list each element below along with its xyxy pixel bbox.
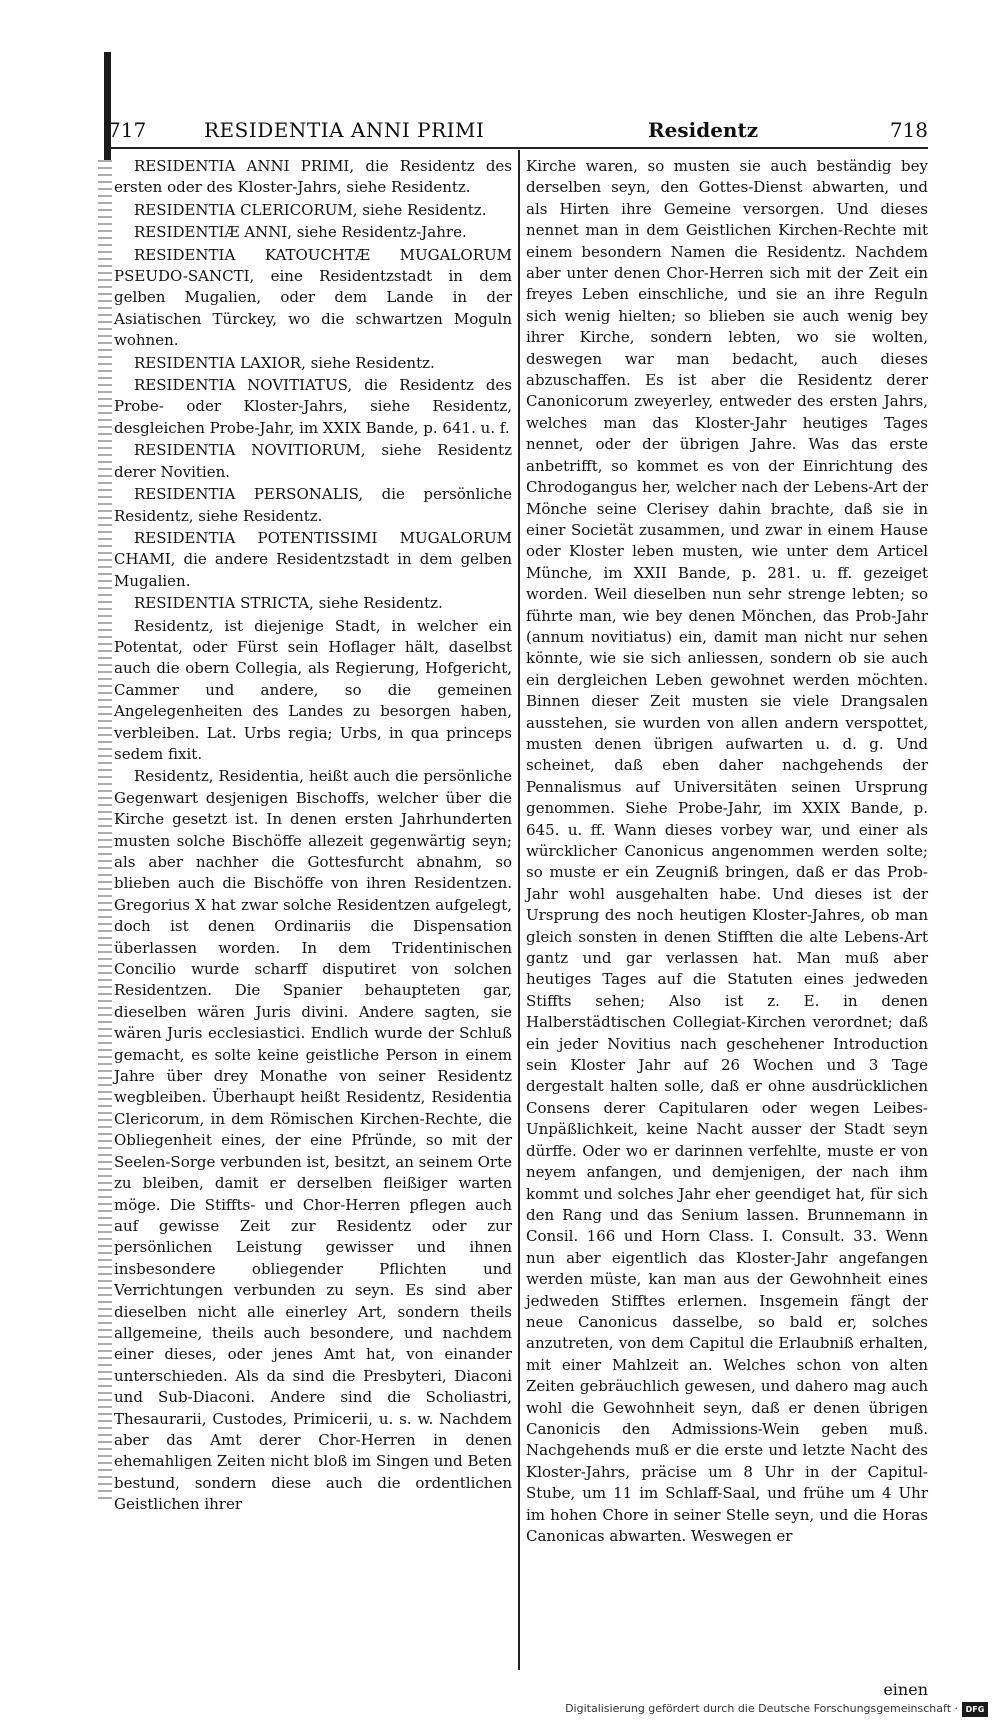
running-title-left: RESIDENTIA ANNI PRIMI (204, 118, 485, 142)
entry-residentia-anni-primi: RESIDENTIA ANNI PRIMI, die Residentz des ersten oder des Kloster-Jahrs, siehe Residentz. (114, 157, 512, 197)
entry-residentia-katouchtae: RESIDENTIA KATOUCHTÆ MUGALORUM PSEUDO-SANCTI, eine Residentzstadt in dem gelben Mugalien, oder dem Lande in der Asiatischen Türckey, wo die schwartzen Moguln wohnen. (114, 245, 512, 350)
entry-residentia-novitiatus: RESIDENTIA NOVITIATUS, die Residentz des Probe- oder Kloster-Jahrs, siehe Residentz, desgleichen Probe-Jahr, im XXIX Bande, p. 641. u. f. (114, 376, 512, 437)
gutter-shadow (98, 160, 112, 1500)
right-column (526, 156, 928, 1548)
entry-residentz-stadt: Residentz, ist diejenige Stadt, in welcher ein Potentat, oder Fürst sein Hoflager hält, daselbst auch die obern Collegia, als Regierung, Hofgericht, Cammer und andere, so die gemeinen Angelegenheiten des Landes zu besorgen haben, verbleiben. Lat. Urbs regia; Urbs, in qua princeps sedem fixit. (114, 616, 512, 763)
entry-residentia-potentissimi: RESIDENTIA POTENTISSIMI MUGALORUM CHAMI, die andere Residentzstadt in dem gelben Mugalien. (114, 528, 512, 590)
dfg-logo: DFG (962, 1702, 988, 1717)
entry-residentia-laxior: RESIDENTIA LAXIOR, siehe Residentz. (134, 353, 435, 372)
running-title-right: Residentz (648, 118, 759, 142)
left-column (114, 156, 512, 1517)
entry-residentz-gegenwart: Residentz, Residentia, heißt auch die persönliche Gegenwart desjenigen Bischoffs, welcher über die Kirche gesetzt ist. In denen ersten Jahrhunderten musten solche Bischöffe allezeit gegenwärtig seyn; als aber nachher die Gottesfurcht abnahm, so blieben auch die Bischöffe von ihren Residentzen. Gregorius X hat zwar solche Residentzen aufgelegt, doch ist denen Ordinariis die Dispensation überlassen worden. In dem Tridentinischen Concilio wurde scharff disputiret von solchen Residentzen. Die Spanier behaupteten gar, dieselben wären Juris divini. Andere sagten, sie wären Juris ecclesiastici. Endlich wurde der Schluß gemacht, es solte keine geistliche Person in einem Jahre über drey Monathe von seiner Residentz wegbleiben. Überhaupt heißt Residentz, Residentia Clericorum, in dem Römischen Kirchen-Rechte, die Obliegenheit eines, der eine Pfründe, so mit der Seelen-Sorge verbunden ist, besitzt, an seinem Orte zu bleiben, damit er derselben fleißiger warten möge. Die Stiffts- und Chor-Herren pflegen auch auf gewisse Zeit zur Residentz oder zur persönlichen Leistung gewisser und ihnen insbesondere obliegender Pflichten und Verrichtungen verbunden zu seyn. Es sind aber dieselben nicht alle einerley Art, sondern theils allgemeine, theils auch besondere, und nachdem einer dieses, oder jenes Amt hat, von einander unterschieden. Als da sind die Presbyteri, Diaconi und Sub-Diaconi. Andere sind die Scholiastri, Thesaurarii, Custodes, Primicerii, u. s. w. Nachdem aber das Amt derer Chor-Herren in denen ehemahligen Zeiten nicht bloß im Singen und Beten bestund, sondern diese auch die ordentlichen Geistlichen ihrer (114, 767, 512, 1514)
entry-residentia-clericorum: RESIDENTIA CLERICORUM, siehe Residentz. (134, 200, 487, 219)
running-header (108, 118, 928, 148)
continued-text: Kirche waren, so musten sie auch beständig bey derselben seyn, den Gottes-Dienst abwarten, und als Hirten ihre Gemeine versorgen. Und dieses nennet man in dem Geistlichen Kirchen-Rechte mit einem besondern Namen die Residentz. Nachdem aber unter denen Chor-Herren sich mit der Zeit ein freyes Leben einschliche, und sie an ihre Reguln sich wenig hielten; so blieben sie auch wenig bey ihrer Kirche, sondern lebten, wo sie wolten, deswegen war man bedacht, auch dieses abzuschaffen. Es ist aber die Residentz derer Canonicorum zweyerley, entweder des ersten Jahrs, welches man das Kloster-Jahr heutiges Tages nennet, oder der übrigen Jahre. Was das erste anbetrifft, so kommet es von der Einrichtung des Chrodogangus her, welcher nach der Lebens-Art der Mönche seine Clerisey dahin brachte, daß sie in einer Societät zusammen, und zwar in einem Hause oder Kloster leben musten, wie unter dem Articel Münche, im XXII Bande, p. 281. u. ff. gezeiget worden. Weil dieselben nun sehr strenge lebten; so führte man, wie bey denen Mönchen, das Prob-Jahr (annum novitiatus) ein, damit man nicht nur sehen könnte, wie sie sich anliessen, sondern ob sie auch ein dergleichen Leben gewohnet werden möchten. Binnen dieser Zeit musten sie viele Drangsalen ausstehen, sie wurden von allen andern verspottet, musten denen übrigen aufwarten u. d. g. Und scheinet, daß eben daher nachgehends der Pennalismus auf Universitäten seinen Ursprung genommen. Siehe Probe-Jahr, im XXIX Bande, p. 645. u. ff. Wann dieses vorbey war, und einer als würcklicher Canonicus angenommen werden solte; so muste er ein Zeugniß bringen, daß er das Prob-Jahr wohl ausgehalten habe. Und dieses ist der Ursprung des noch heutigen Kloster-Jahres, ob man gleich sonsten in denen Stifften die alte Lebens-Art gantz und gar verlassen hat. Man muß aber heutiges Tages auf die Statuten eines jedweden Stiffts sehen; Also ist z. E. in denen Halberstädtischen Collegiat-Kirchen verordnet; daß ein jeder Novitius nach geschehener Introduction sein Kloster Jahr auf 26 Wochen und 3 Tage dergestalt halten solle, daß er ohne ausdrücklichen Consens derer Capitularen oder wegen Leibes-Unpäßlichkeit, keine Nacht ausser der Stadt seyn dürffe. Oder wo er darinnen verfehlte, muste er von neyem anfangen, und demjenigen, der nach ihm kommt und solches Jahr eher geendiget hat, für sich den Rang und das Senium lassen. Brunnemann in Consil. 166 und Horn Class. I. Consult. 33. Wenn nun aber eigentlich das Kloster-Jahr angefangen werden müste, kan man aus der Gewohnheit eines jedweden Stifftes erlernen. Insgemein fängt der neue Canonicus dasselbe, so bald er, solches anzutreten, von dem Capitul die Erlaubniß erhalten, mit einer Mahlzeit an. Welches schon von alten Zeiten gebräuchlich gewesen, und dahero mag auch wohl die Gewohnheit seyn, daß er denen übrigen Canonicis den Admissions-Wein geben muß. Nachgehends muß er die erste und letzte Nacht des Kloster-Jahrs, präcise um 8 Uhr in der Capitul-Stube, um 11 im Schlaff-Saal, und frühe um 4 Uhr im hohen Chore in seiner Stelle seyn, und die Horas Canonicas abwarten. Weswegen er (526, 157, 928, 1545)
entry-residentiae-anni: RESIDENTIÆ ANNI, siehe Residentz-Jahre. (134, 223, 467, 242)
catchword: einen (883, 1680, 928, 1699)
entry-residentia-stricta: RESIDENTIA STRICTA, siehe Residentz. (134, 594, 443, 613)
entry-residentia-personalis: RESIDENTIA PERSONALIS, die persönliche Residentz, siehe Residentz. (114, 485, 512, 525)
header-rule (108, 147, 928, 149)
page-number-right: 718 (889, 118, 928, 142)
column-divider (518, 150, 520, 1670)
digitization-footer (552, 1702, 992, 1718)
entry-residentia-novitiorum: RESIDENTIA NOVITIORUM, siehe Residentz derer Novitien. (114, 441, 512, 481)
footer-credit: Digitalisierung gefördert durch die Deutsche Forschungsgemeinschaft · (565, 1702, 958, 1715)
page-number-left: 717 (108, 118, 147, 142)
